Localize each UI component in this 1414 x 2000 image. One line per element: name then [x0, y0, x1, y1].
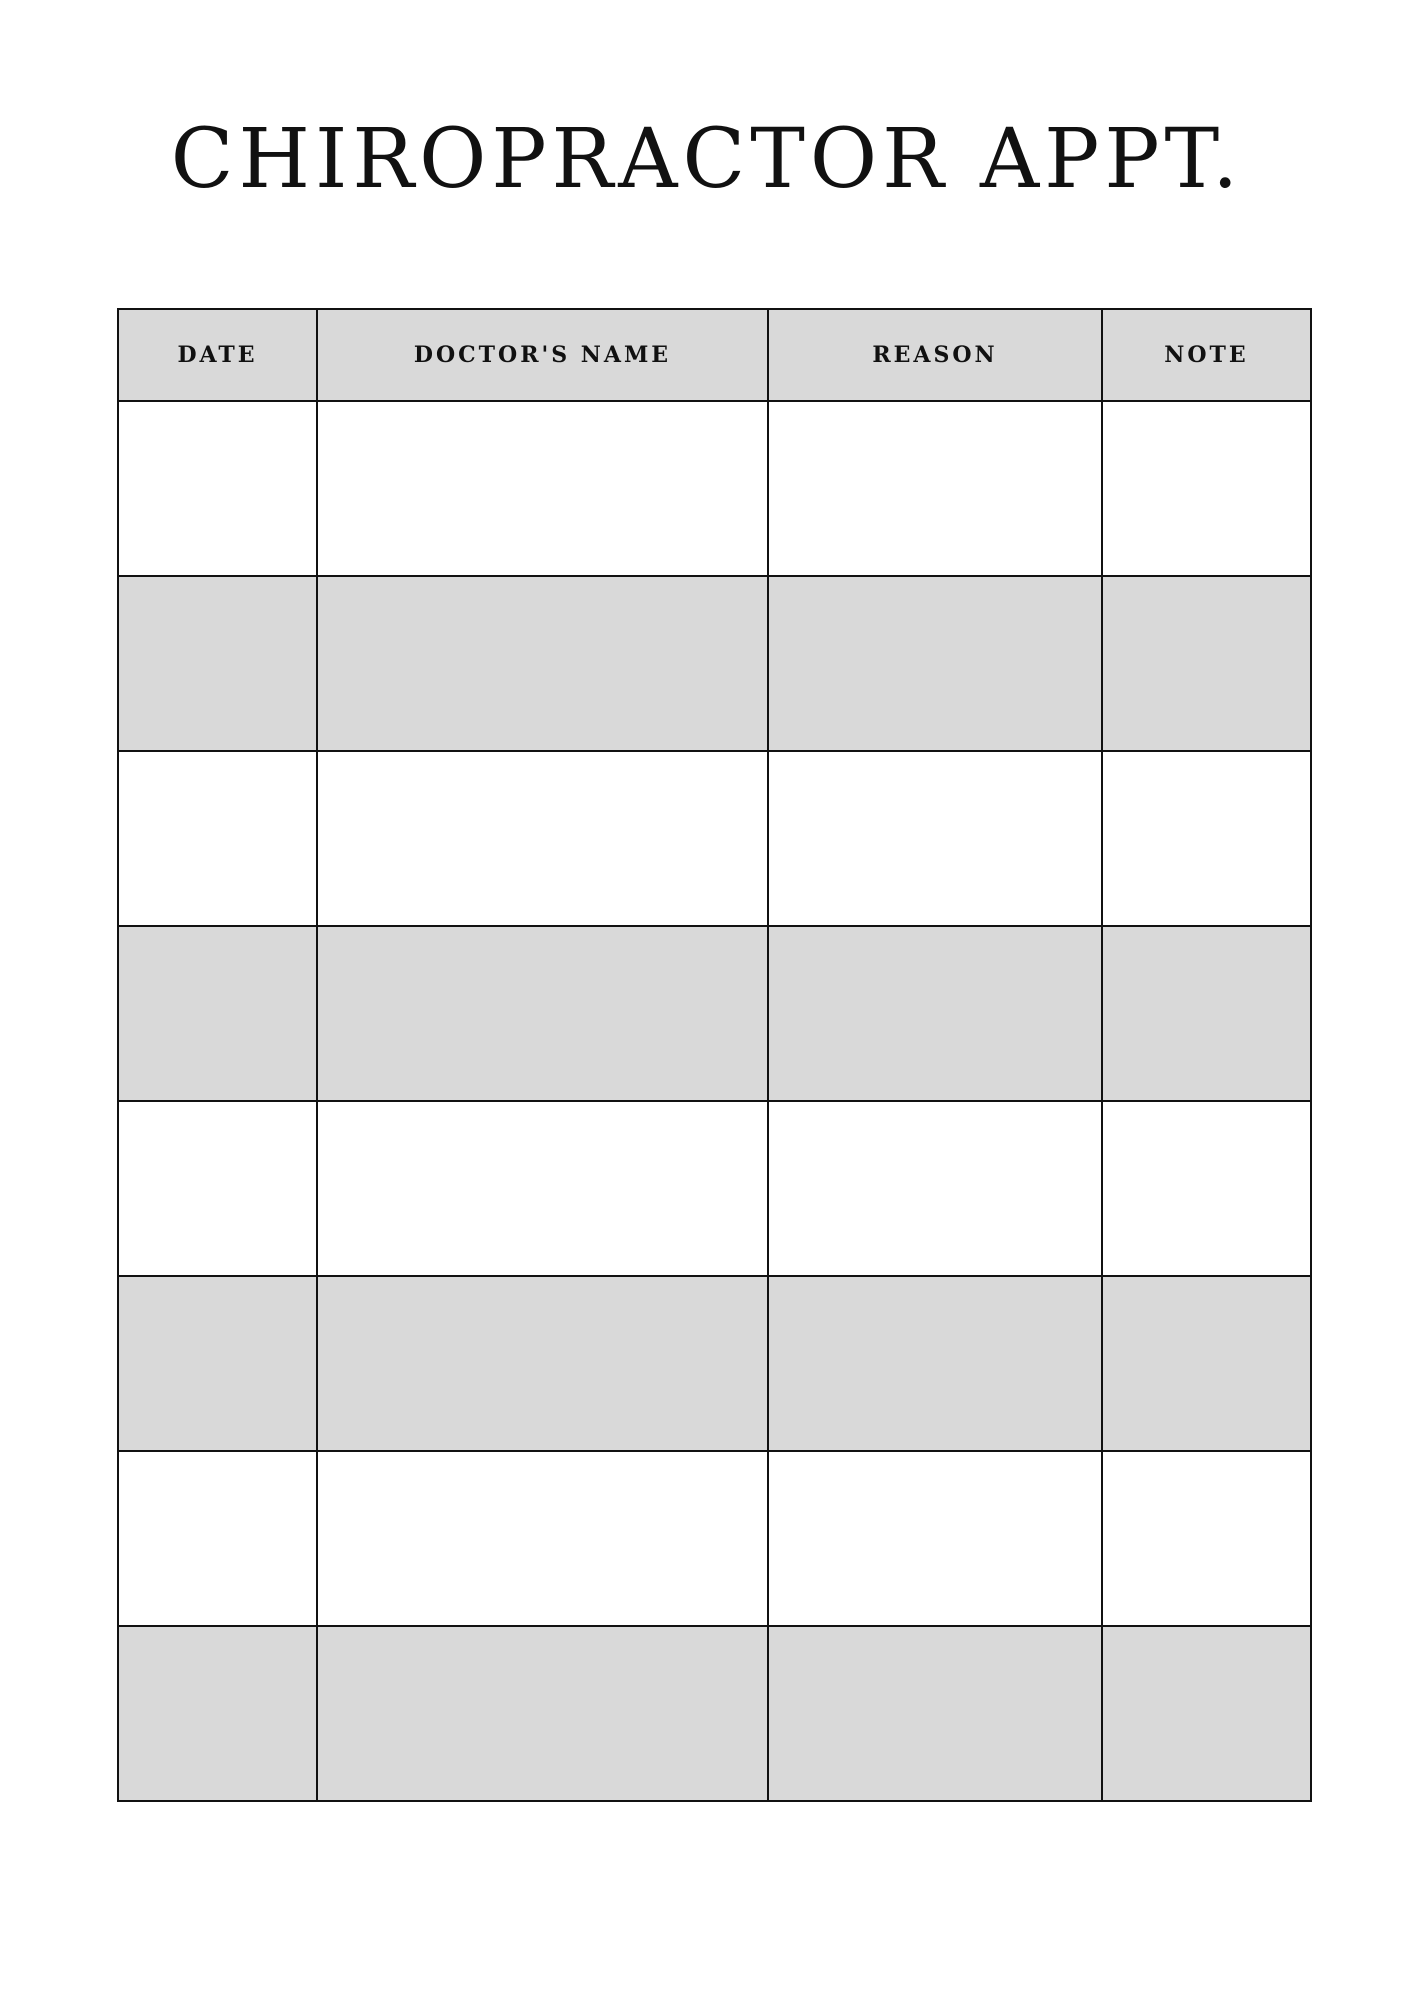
table-row: [118, 1451, 1311, 1626]
reason-cell[interactable]: [768, 751, 1102, 926]
table-row: [118, 926, 1311, 1101]
appointment-log-table: [117, 308, 1312, 1802]
date-cell[interactable]: [118, 751, 317, 926]
note-cell[interactable]: [1102, 1451, 1311, 1626]
doctor-name-cell[interactable]: [317, 401, 768, 576]
date-cell[interactable]: [118, 1101, 317, 1276]
date-cell[interactable]: [118, 1626, 317, 1801]
reason-cell[interactable]: [768, 576, 1102, 751]
note-cell[interactable]: [1102, 401, 1311, 576]
table-row: [118, 401, 1311, 576]
doctor-name-cell[interactable]: [317, 1451, 768, 1626]
date-cell[interactable]: [118, 576, 317, 751]
table-row: [118, 1276, 1311, 1451]
doctor-name-cell[interactable]: [317, 1626, 768, 1801]
note-cell[interactable]: [1102, 1276, 1311, 1451]
date-cell[interactable]: [118, 926, 317, 1101]
doctor-name-cell[interactable]: [317, 1276, 768, 1451]
table-row: [118, 751, 1311, 926]
table-row: [118, 1626, 1311, 1801]
column-header-date: DATE: [118, 309, 317, 401]
table-row: [118, 576, 1311, 751]
date-cell[interactable]: [118, 1451, 317, 1626]
reason-cell[interactable]: [768, 1101, 1102, 1276]
note-cell[interactable]: [1102, 1626, 1311, 1801]
date-cell[interactable]: [118, 1276, 317, 1451]
reason-cell[interactable]: [768, 1276, 1102, 1451]
doctor-name-cell[interactable]: [317, 926, 768, 1101]
column-header-reason: REASON: [768, 309, 1102, 401]
reason-cell[interactable]: [768, 401, 1102, 576]
page-title: CHIROPRACTOR APPT.: [170, 112, 1244, 207]
date-cell[interactable]: [118, 401, 317, 576]
reason-cell[interactable]: [768, 1451, 1102, 1626]
note-cell[interactable]: [1102, 1101, 1311, 1276]
doctor-name-cell[interactable]: [317, 576, 768, 751]
doctor-name-cell[interactable]: [317, 1101, 768, 1276]
column-header-doctor-name: DOCTOR'S NAME: [317, 309, 768, 401]
table-body: [118, 401, 1311, 1801]
note-cell[interactable]: [1102, 926, 1311, 1101]
note-cell[interactable]: [1102, 751, 1311, 926]
doctor-name-cell[interactable]: [317, 751, 768, 926]
reason-cell[interactable]: [768, 1626, 1102, 1801]
table-header-row: [118, 309, 1311, 401]
reason-cell[interactable]: [768, 926, 1102, 1101]
column-header-note: NOTE: [1102, 309, 1311, 401]
table-row: [118, 1101, 1311, 1276]
note-cell[interactable]: [1102, 576, 1311, 751]
